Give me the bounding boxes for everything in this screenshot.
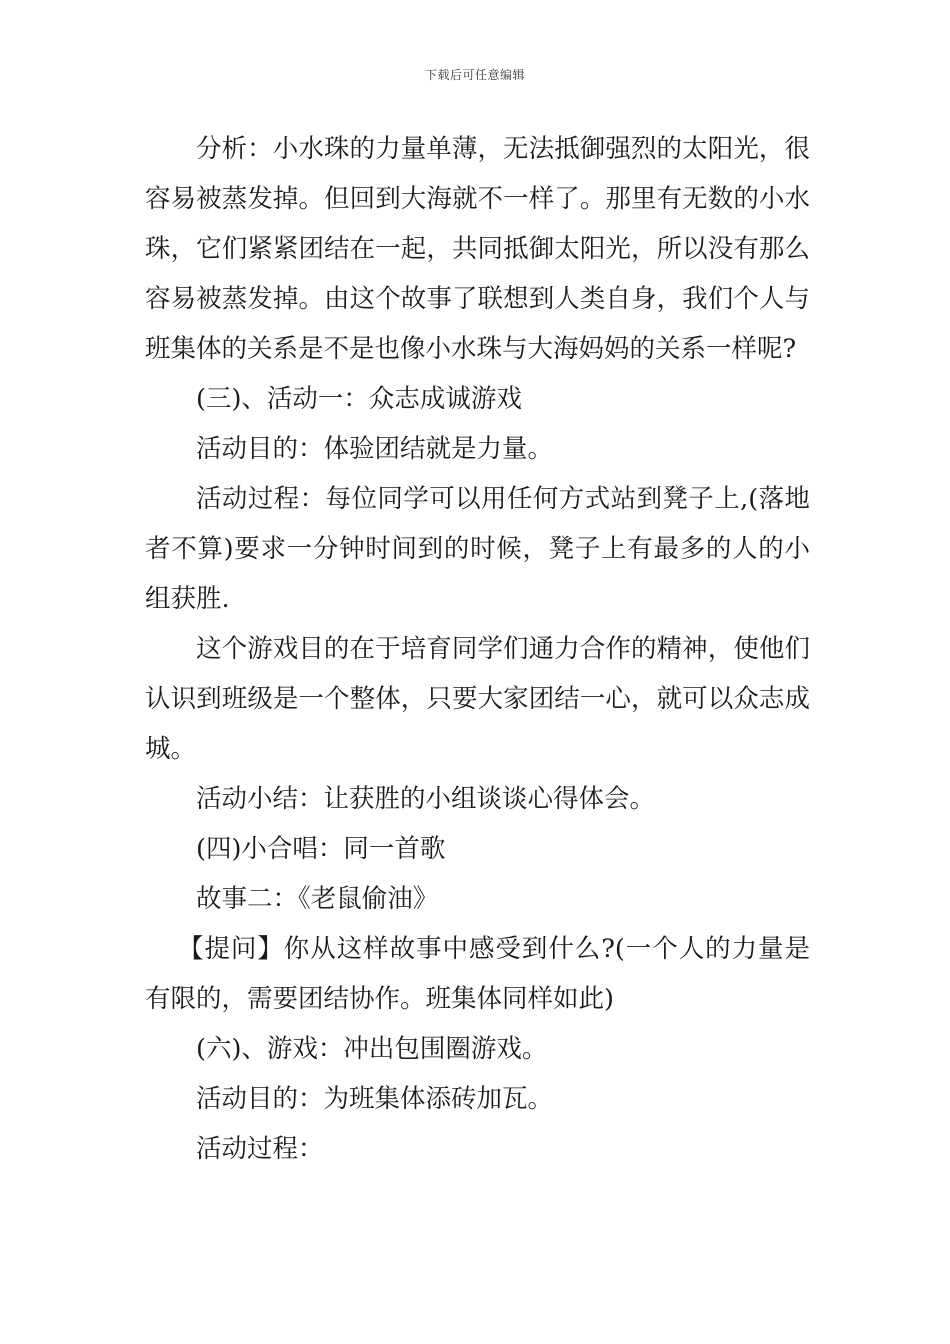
paragraph-activity-one-heading: (三)、活动一：众志成诚游戏: [196, 384, 522, 414]
paragraph-game-purpose: 这个游戏目的在于培育同学们通力合作的精神，使他们认识到班级是一个整体，只要大家团结一心，就可以众志成城。: [145, 634, 810, 764]
paragraph-activity-process: 活动过程：每位同学可以用任何方式站到凳子上,(落地者不算)要求一分钟时间到的时候，凳子上有最多的人的小组获胜.: [145, 484, 810, 614]
document-body: [145, 124, 810, 1174]
paragraph-activity-summary: 活动小结：让获胜的小组谈谈心得体会。: [196, 784, 656, 814]
paragraph-question: 【提问】你从这样故事中感受到什么?(一个人的力量是有限的，需要团结协作。班集体同样如此): [145, 934, 810, 1014]
paragraph-story-two-heading: 故事二：《老鼠偷油》: [196, 884, 439, 914]
paragraph-game-goal: 活动目的：为班集体添砖加瓦。: [196, 1084, 554, 1114]
paragraph-game-heading: (六)、游戏：冲出包围圈游戏。: [196, 1034, 548, 1064]
paragraph-chorus-heading: (四)小合唱：同一首歌: [196, 834, 446, 864]
page-header: 下载后可任意编辑: [424, 68, 525, 82]
paragraph-activity-goal: 活动目的：体验团结就是力量。: [196, 434, 554, 464]
paragraph-analysis: 分析：小水珠的力量单薄，无法抵御强烈的太阳光，很容易被蒸发掉。但回到大海就不一样了。那里有无数的小水珠，它们紧紧团结在一起，共同抵御太阳光，所以没有那么容易被蒸发掉。由这个故事了联想到人类自身，我们个人与班集体的关系是不是也像小水珠与大海妈妈的关系一样呢?: [145, 134, 810, 364]
paragraph-game-process: 活动过程：: [196, 1134, 324, 1164]
